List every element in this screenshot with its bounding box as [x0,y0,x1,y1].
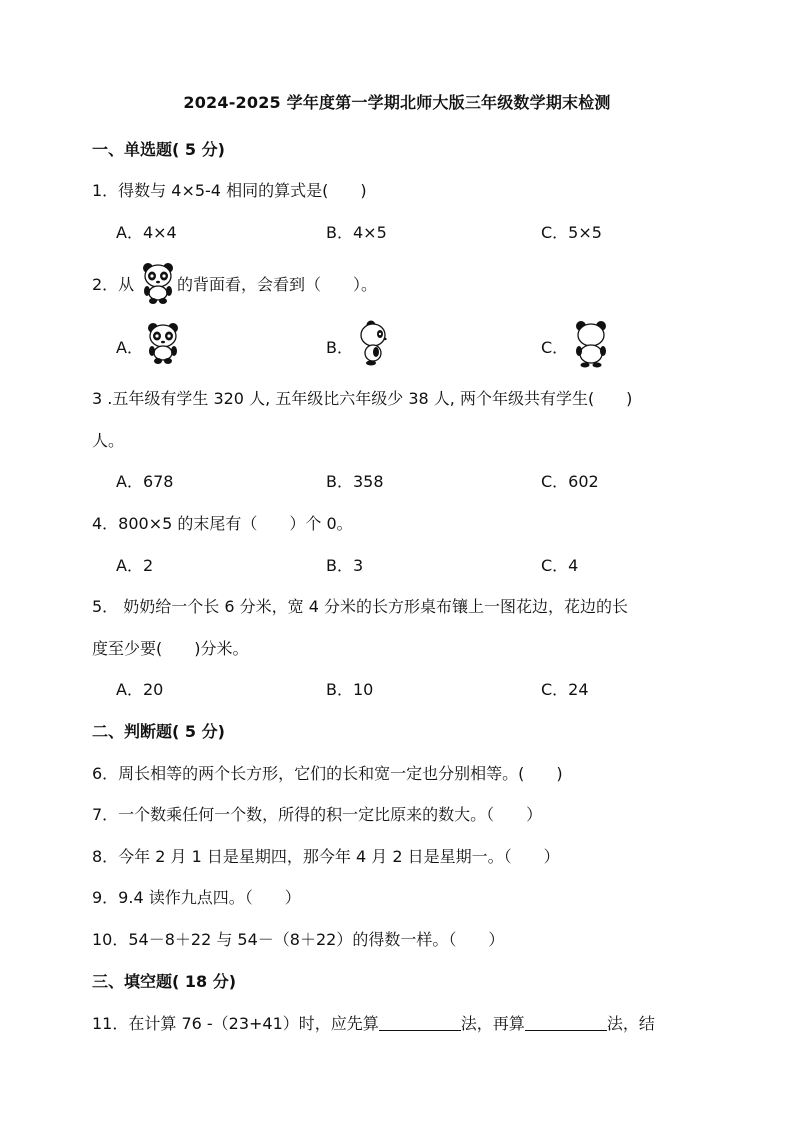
q3-option-b: B．358 [326,472,384,491]
panda-back-icon [574,320,608,368]
answer-blank-2[interactable] [525,1014,607,1031]
question-11-suffix: 法，结 [606,1014,655,1033]
q1-option-b: B．4×5 [326,223,387,242]
q4-option-b: B．3 [326,556,364,575]
q1-option-a: A．4×4 [116,223,177,242]
q3-option-c: C．602 [541,472,599,491]
question-5-line1: 5． 奶奶给一个长 6 分米，宽 4 分米的长方形桌布镶上一图花边，花边的长 [92,597,628,616]
answer-blank-1[interactable] [379,1014,461,1031]
q5-option-a: A．20 [116,680,164,699]
section-heading-single-choice: 一、单选题( 5 分) [92,140,225,159]
panda-side-icon [358,320,390,366]
question-3-line1: 3 .五年级有学生 320 人, 五年级比六年级少 38 人, 两个年级共有学生( ) [92,389,633,408]
question-6: 6．周长相等的两个长方形，它们的长和宽一定也分别相等。( ) [92,764,563,783]
question-11-middle: 法，再算 [460,1014,525,1033]
section-heading-fill-blank: 三、填空题( 18 分) [92,972,237,991]
panda-front-option-icon [146,322,180,364]
question-3-line2: 人。 [92,431,125,450]
question-1: 1．得数与 4×5-4 相同的算式是( ) [92,181,367,200]
q2-option-a: A． [116,338,143,357]
q2-option-c: C． [541,338,569,357]
page-title: 2024-2025 学年度第一学期北师大版三年级数学期末检测 [183,93,611,112]
q1-option-c: C．5×5 [541,223,602,242]
question-7: 7．一个数乘任何一个数，所得的积一定比原来的数大。（ ） [92,805,543,824]
q3-option-a: A．678 [116,472,174,491]
q4-option-a: A．2 [116,556,154,575]
q5-option-c: C．24 [541,680,589,699]
question-11-prefix: 11．在计算 76 -（23+41）时，应先算 [92,1014,379,1033]
question-8: 8．今年 2 月 1 日是星期四，那今年 4 月 2 日是星期一。（ ） [92,847,560,866]
question-11 [92,1011,655,1034]
question-2-prefix: 2．从 [92,275,135,294]
question-4: 4．800×5 的末尾有（ ）个 0。 [92,514,353,533]
q4-option-c: C．4 [541,556,579,575]
panda-front-icon [141,262,175,304]
question-10: 10．54－8＋22 与 54－（8＋22）的得数一样。（ ） [92,930,505,949]
question-5-line2: 度至少要( )分米。 [92,639,249,658]
section-heading-true-false: 二、判断题( 5 分) [92,722,225,741]
q5-option-b: B．10 [326,680,374,699]
question-2-text: 的背面看，会看到（ ）。 [177,275,378,294]
question-9: 9．9.4 读作九点四。（ ） [92,888,301,907]
q2-option-b: B． [326,338,353,357]
